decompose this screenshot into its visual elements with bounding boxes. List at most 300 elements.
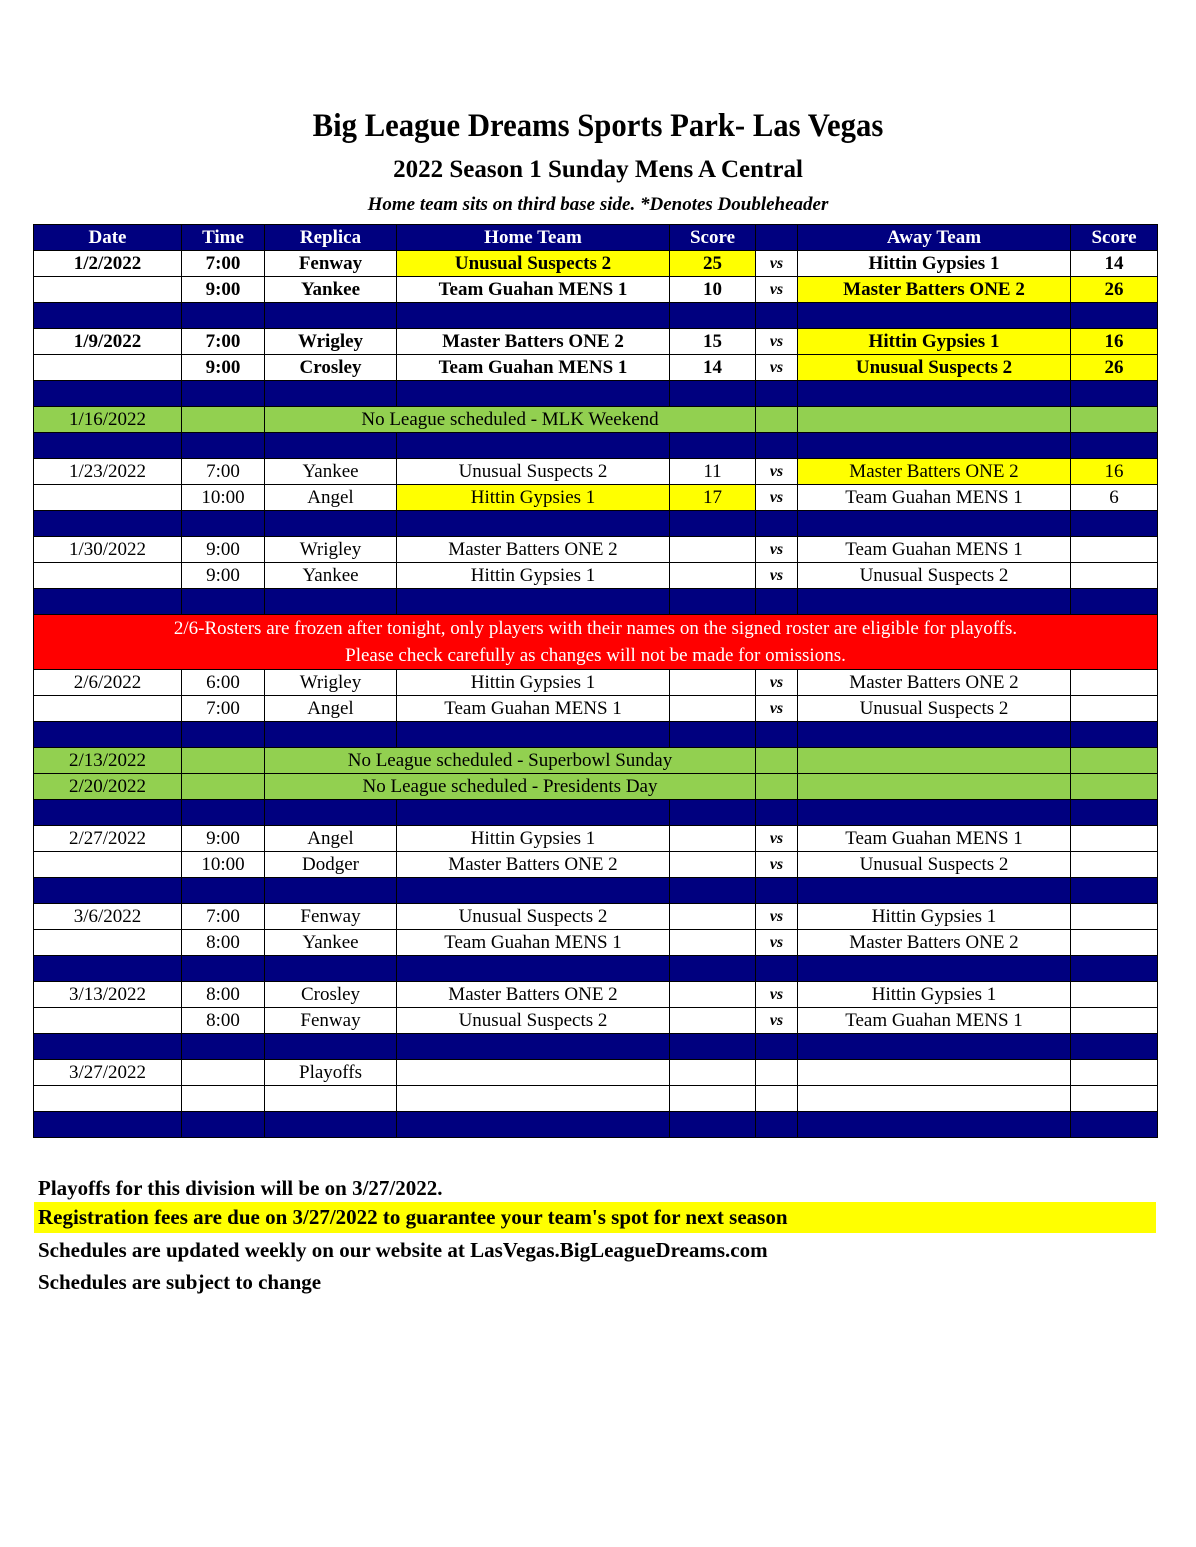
vs-cell: vs (756, 277, 798, 303)
replica-field-cell: Angel (265, 826, 397, 852)
time-cell: 8:00 (182, 982, 265, 1008)
replica-field-cell: Playoffs (265, 1060, 397, 1086)
game-row (34, 1060, 1158, 1086)
spacer-cell (670, 1034, 756, 1060)
away-score-cell (1071, 748, 1158, 774)
footer-website-note: Schedules are updated weekly on our website at LasVegas.BigLeagueDreams.com (38, 1238, 768, 1262)
time-cell: 9:00 (182, 277, 265, 303)
game-row (34, 1086, 1158, 1112)
spacer-cell (1071, 303, 1158, 329)
home-team-cell: Master Batters ONE 2 (397, 852, 670, 878)
date-cell: 3/6/2022 (34, 904, 182, 930)
spacer-cell (756, 1112, 798, 1138)
time-cell: 7:00 (182, 459, 265, 485)
col-header-home-team: Home Team (397, 225, 670, 251)
spacer-cell (670, 433, 756, 459)
spacer-row (34, 800, 1158, 826)
spacer-cell (670, 878, 756, 904)
vs-cell: vs (756, 251, 798, 277)
replica-field-cell: Angel (265, 696, 397, 722)
away-score-cell (1071, 563, 1158, 589)
vs-cell: vs (756, 485, 798, 511)
spacer-cell (182, 303, 265, 329)
col-header-home-score: Score (670, 225, 756, 251)
home-score-cell (670, 904, 756, 930)
home-score-cell (670, 852, 756, 878)
date-cell: 2/13/2022 (34, 748, 182, 774)
spacer-row (34, 511, 1158, 537)
away-score-cell (1071, 930, 1158, 956)
spacer-cell (756, 722, 798, 748)
spacer-cell (1071, 878, 1158, 904)
spacer-cell (265, 511, 397, 537)
time-cell (182, 748, 265, 774)
home-team-cell (397, 1086, 670, 1112)
game-row (34, 537, 1158, 563)
game-row (34, 1008, 1158, 1034)
spacer-row (34, 589, 1158, 615)
spacer-cell (397, 1034, 670, 1060)
away-team-cell: Master Batters ONE 2 (798, 277, 1071, 303)
vs-cell: vs (756, 826, 798, 852)
spacer-cell (1071, 722, 1158, 748)
home-team-cell: Hittin Gypsies 1 (397, 563, 670, 589)
away-score-cell (1071, 696, 1158, 722)
spacer-cell (34, 433, 182, 459)
home-score-cell: 10 (670, 277, 756, 303)
home-score-cell: 25 (670, 251, 756, 277)
date-cell (34, 1008, 182, 1034)
page-subtitle: 2022 Season 1 Sunday Mens A Central (393, 156, 803, 183)
away-team-cell: Unusual Suspects 2 (798, 563, 1071, 589)
home-score-cell (670, 1008, 756, 1034)
date-cell (34, 277, 182, 303)
home-team-cell: Team Guahan MENS 1 (397, 355, 670, 381)
date-cell: 1/30/2022 (34, 537, 182, 563)
vs-cell: vs (756, 982, 798, 1008)
spacer-cell (34, 800, 182, 826)
replica-field-cell: Fenway (265, 251, 397, 277)
game-row (34, 930, 1158, 956)
spacer-cell (34, 956, 182, 982)
spacer-cell (756, 1034, 798, 1060)
spacer-cell (34, 1112, 182, 1138)
away-team-cell: Unusual Suspects 2 (798, 355, 1071, 381)
spacer-cell (34, 1034, 182, 1060)
game-row (34, 826, 1158, 852)
spacer-cell (34, 878, 182, 904)
spacer-cell (265, 800, 397, 826)
spacer-cell (397, 433, 670, 459)
page-title: Big League Dreams Sports Park- Las Vegas (312, 108, 884, 144)
vs-cell: vs (756, 1008, 798, 1034)
no-league-row (34, 748, 1158, 774)
spacer-cell (1071, 1034, 1158, 1060)
spacer-cell (182, 381, 265, 407)
home-score-cell (670, 1060, 756, 1086)
game-row (34, 459, 1158, 485)
away-score-cell (1071, 904, 1158, 930)
date-cell (34, 485, 182, 511)
away-score-cell (1071, 1008, 1158, 1034)
col-header-away-team: Away Team (798, 225, 1071, 251)
spacer-cell (265, 1112, 397, 1138)
away-team-cell (798, 1060, 1071, 1086)
spacer-cell (756, 589, 798, 615)
away-score-cell: 6 (1071, 485, 1158, 511)
vs-cell: vs (756, 696, 798, 722)
spacer-cell (798, 433, 1071, 459)
spacer-cell (798, 589, 1071, 615)
time-cell: 6:00 (182, 670, 265, 696)
spacer-cell (182, 589, 265, 615)
spacer-cell (182, 722, 265, 748)
vs-cell: vs (756, 459, 798, 485)
spacer-cell (670, 722, 756, 748)
date-cell (34, 563, 182, 589)
away-score-cell: 26 (1071, 355, 1158, 381)
home-score-cell (670, 696, 756, 722)
no-league-row (34, 774, 1158, 800)
spacer-cell (756, 433, 798, 459)
vs-cell: vs (756, 930, 798, 956)
spacer-row (34, 433, 1158, 459)
home-team-cell: Unusual Suspects 2 (397, 459, 670, 485)
home-team-cell: Master Batters ONE 2 (397, 329, 670, 355)
away-score-cell: 26 (1071, 277, 1158, 303)
home-team-cell: Unusual Suspects 2 (397, 904, 670, 930)
spacer-cell (670, 1112, 756, 1138)
time-cell: 9:00 (182, 826, 265, 852)
time-cell: 7:00 (182, 251, 265, 277)
no-league-row (34, 407, 1158, 433)
away-team-cell (798, 1086, 1071, 1112)
spacer-cell (397, 878, 670, 904)
replica-field-cell: Wrigley (265, 670, 397, 696)
game-row (34, 982, 1158, 1008)
game-row (34, 904, 1158, 930)
time-cell (182, 407, 265, 433)
date-cell (34, 930, 182, 956)
time-cell: 8:00 (182, 1008, 265, 1034)
away-team-cell: Team Guahan MENS 1 (798, 1008, 1071, 1034)
home-score-cell (670, 563, 756, 589)
notice-line-2: Please check carefully as changes will not be made for omissions. (345, 645, 846, 666)
spacer-cell (670, 511, 756, 537)
away-score-cell (1071, 826, 1158, 852)
spacer-row (34, 1112, 1158, 1138)
date-cell: 1/23/2022 (34, 459, 182, 485)
game-row (34, 563, 1158, 589)
schedule-table (33, 224, 1158, 1138)
game-row (34, 696, 1158, 722)
spacer-cell (798, 1112, 1071, 1138)
home-score-cell (670, 826, 756, 852)
no-league-message: No League scheduled - Presidents Day (265, 774, 756, 800)
replica-field-cell: Dodger (265, 852, 397, 878)
home-team-cell: Master Batters ONE 2 (397, 537, 670, 563)
footer-change-note: Schedules are subject to change (38, 1270, 322, 1294)
away-score-cell (1071, 1060, 1158, 1086)
spacer-cell (1071, 433, 1158, 459)
away-score-cell (1071, 537, 1158, 563)
date-cell: 1/9/2022 (34, 329, 182, 355)
home-team-cell: Team Guahan MENS 1 (397, 696, 670, 722)
spacer-cell (397, 303, 670, 329)
spacer-row (34, 722, 1158, 748)
time-cell: 10:00 (182, 852, 265, 878)
spacer-cell (265, 303, 397, 329)
date-cell (34, 852, 182, 878)
spacer-cell (397, 381, 670, 407)
game-row (34, 485, 1158, 511)
vs-cell: vs (756, 355, 798, 381)
replica-field-cell (265, 1086, 397, 1112)
spacer-cell (756, 800, 798, 826)
game-row (34, 251, 1158, 277)
spacer-cell (670, 303, 756, 329)
away-team-cell (798, 407, 1071, 433)
vs-cell (756, 774, 798, 800)
date-cell: 1/2/2022 (34, 251, 182, 277)
home-team-cell: Hittin Gypsies 1 (397, 670, 670, 696)
game-row (34, 852, 1158, 878)
date-cell: 1/16/2022 (34, 407, 182, 433)
spacer-cell (1071, 1112, 1158, 1138)
game-row (34, 277, 1158, 303)
home-score-cell (670, 1086, 756, 1112)
spacer-cell (756, 303, 798, 329)
spacer-cell (182, 956, 265, 982)
date-cell (34, 355, 182, 381)
spacer-cell (798, 878, 1071, 904)
home-team-cell: Unusual Suspects 2 (397, 1008, 670, 1034)
spacer-cell (182, 511, 265, 537)
spacer-cell (265, 878, 397, 904)
date-cell (34, 1086, 182, 1112)
home-score-cell (670, 930, 756, 956)
replica-field-cell: Yankee (265, 277, 397, 303)
vs-cell (756, 1086, 798, 1112)
date-cell: 3/27/2022 (34, 1060, 182, 1086)
time-cell: 8:00 (182, 930, 265, 956)
home-score-cell: 14 (670, 355, 756, 381)
spacer-cell (182, 1034, 265, 1060)
spacer-cell (798, 722, 1071, 748)
away-team-cell: Hittin Gypsies 1 (798, 982, 1071, 1008)
spacer-row (34, 1034, 1158, 1060)
time-cell: 7:00 (182, 904, 265, 930)
away-score-cell: 16 (1071, 329, 1158, 355)
table-header-row (34, 225, 1158, 251)
home-score-cell: 11 (670, 459, 756, 485)
away-team-cell: Master Batters ONE 2 (798, 670, 1071, 696)
spacer-cell (798, 303, 1071, 329)
away-team-cell: Master Batters ONE 2 (798, 930, 1071, 956)
away-team-cell (798, 748, 1071, 774)
spacer-cell (756, 878, 798, 904)
spacer-cell (670, 800, 756, 826)
game-row (34, 329, 1158, 355)
away-score-cell (1071, 774, 1158, 800)
away-score-cell (1071, 982, 1158, 1008)
spacer-cell (34, 303, 182, 329)
spacer-cell (670, 381, 756, 407)
no-league-message: No League scheduled - Superbowl Sunday (265, 748, 756, 774)
spacer-cell (1071, 511, 1158, 537)
home-team-cell: Hittin Gypsies 1 (397, 826, 670, 852)
date-cell: 2/20/2022 (34, 774, 182, 800)
spacer-cell (34, 589, 182, 615)
replica-field-cell: Crosley (265, 982, 397, 1008)
home-score-cell: 15 (670, 329, 756, 355)
spacer-cell (34, 511, 182, 537)
footer-registration-note: Registration fees are due on 3/27/2022 to guarantee your team's spot for next season (34, 1202, 1156, 1233)
date-cell: 3/13/2022 (34, 982, 182, 1008)
time-cell: 9:00 (182, 563, 265, 589)
away-score-cell: 16 (1071, 459, 1158, 485)
spacer-cell (265, 589, 397, 615)
spacer-cell (756, 511, 798, 537)
spacer-cell (265, 956, 397, 982)
spacer-cell (756, 381, 798, 407)
col-header-time: Time (182, 225, 265, 251)
spacer-cell (798, 381, 1071, 407)
vs-cell: vs (756, 670, 798, 696)
home-score-cell (670, 982, 756, 1008)
spacer-cell (1071, 800, 1158, 826)
home-team-cell (397, 1060, 670, 1086)
home-team-cell: Master Batters ONE 2 (397, 982, 670, 1008)
away-team-cell: Team Guahan MENS 1 (798, 485, 1071, 511)
away-score-cell (1071, 407, 1158, 433)
away-team-cell: Hittin Gypsies 1 (798, 329, 1071, 355)
spacer-cell (182, 1112, 265, 1138)
vs-cell: vs (756, 852, 798, 878)
away-team-cell: Hittin Gypsies 1 (798, 251, 1071, 277)
spacer-cell (397, 722, 670, 748)
footer-playoffs-note: Playoffs for this division will be on 3/27/2022. (38, 1176, 443, 1200)
spacer-row (34, 956, 1158, 982)
away-score-cell (1071, 670, 1158, 696)
roster-freeze-notice (34, 615, 1158, 670)
spacer-cell (756, 956, 798, 982)
col-header-vs (756, 225, 798, 251)
away-team-cell: Team Guahan MENS 1 (798, 537, 1071, 563)
spacer-cell (397, 589, 670, 615)
replica-field-cell: Yankee (265, 930, 397, 956)
time-cell (182, 1086, 265, 1112)
spacer-cell (182, 800, 265, 826)
spacer-cell (798, 956, 1071, 982)
spacer-cell (798, 511, 1071, 537)
game-row (34, 670, 1158, 696)
time-cell: 7:00 (182, 696, 265, 722)
spacer-cell (397, 511, 670, 537)
spacer-cell (397, 1112, 670, 1138)
vs-cell (756, 1060, 798, 1086)
game-row (34, 355, 1158, 381)
home-team-cell: Team Guahan MENS 1 (397, 930, 670, 956)
spacer-cell (34, 722, 182, 748)
away-team-cell (798, 774, 1071, 800)
time-cell: 9:00 (182, 537, 265, 563)
vs-cell: vs (756, 329, 798, 355)
col-header-replica: Replica (265, 225, 397, 251)
home-team-cell: Unusual Suspects 2 (397, 251, 670, 277)
time-cell (182, 1060, 265, 1086)
spacer-cell (1071, 589, 1158, 615)
spacer-cell (397, 800, 670, 826)
spacer-cell (265, 1034, 397, 1060)
spacer-cell (265, 722, 397, 748)
away-team-cell: Team Guahan MENS 1 (798, 826, 1071, 852)
spacer-cell (34, 381, 182, 407)
replica-field-cell: Fenway (265, 904, 397, 930)
no-league-message: No League scheduled - MLK Weekend (265, 407, 756, 433)
home-team-cell: Hittin Gypsies 1 (397, 485, 670, 511)
replica-field-cell: Wrigley (265, 537, 397, 563)
home-score-cell (670, 670, 756, 696)
away-score-cell: 14 (1071, 251, 1158, 277)
col-header-away-score: Score (1071, 225, 1158, 251)
time-cell: 9:00 (182, 355, 265, 381)
home-score-cell: 17 (670, 485, 756, 511)
vs-cell: vs (756, 904, 798, 930)
spacer-cell (182, 433, 265, 459)
spacer-row (34, 878, 1158, 904)
vs-cell: vs (756, 563, 798, 589)
away-team-cell: Master Batters ONE 2 (798, 459, 1071, 485)
replica-field-cell: Wrigley (265, 329, 397, 355)
date-cell: 2/27/2022 (34, 826, 182, 852)
roster-freeze-notice-row (34, 615, 1158, 670)
spacer-cell (265, 381, 397, 407)
vs-cell (756, 407, 798, 433)
spacer-row (34, 303, 1158, 329)
date-cell: 2/6/2022 (34, 670, 182, 696)
spacer-cell (397, 956, 670, 982)
notice-line-1: 2/6-Rosters are frozen after tonight, only players with their names on the signed roster are eligible for playoffs. (173, 618, 1018, 639)
home-team-cell: Team Guahan MENS 1 (397, 277, 670, 303)
replica-field-cell: Fenway (265, 1008, 397, 1034)
away-team-cell: Unusual Suspects 2 (798, 852, 1071, 878)
spacer-cell (182, 878, 265, 904)
spacer-cell (265, 433, 397, 459)
spacer-cell (670, 956, 756, 982)
spacer-cell (1071, 381, 1158, 407)
vs-cell (756, 748, 798, 774)
away-team-cell: Unusual Suspects 2 (798, 696, 1071, 722)
replica-field-cell: Crosley (265, 355, 397, 381)
time-cell: 10:00 (182, 485, 265, 511)
spacer-cell (798, 1034, 1071, 1060)
home-score-cell (670, 537, 756, 563)
away-team-cell: Hittin Gypsies 1 (798, 904, 1071, 930)
time-cell: 7:00 (182, 329, 265, 355)
col-header-date: Date (34, 225, 182, 251)
date-cell (34, 696, 182, 722)
spacer-row (34, 381, 1158, 407)
spacer-cell (798, 800, 1071, 826)
time-cell (182, 774, 265, 800)
away-score-cell (1071, 1086, 1158, 1112)
vs-cell: vs (756, 537, 798, 563)
replica-field-cell: Angel (265, 485, 397, 511)
replica-field-cell: Yankee (265, 563, 397, 589)
spacer-cell (1071, 956, 1158, 982)
spacer-cell (670, 589, 756, 615)
